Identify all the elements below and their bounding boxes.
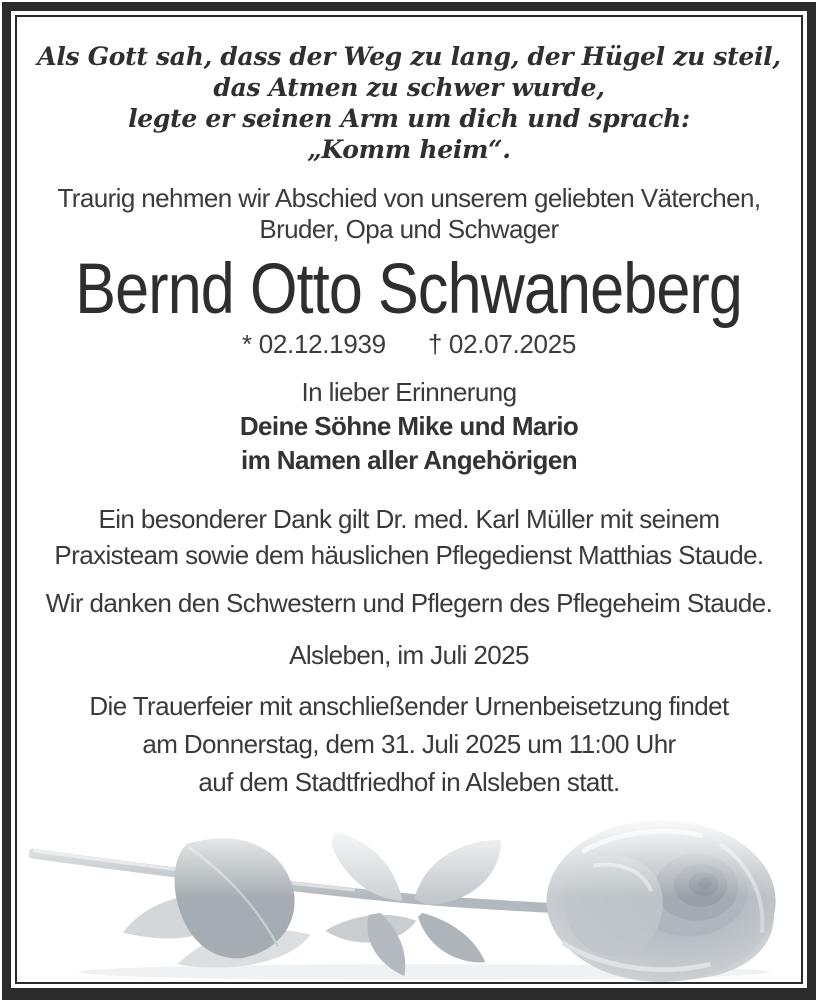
- birth-date: * 02.12.1939: [241, 329, 386, 359]
- obituary-inner-border: [15, 15, 803, 984]
- life-dates: [242, 329, 576, 359]
- mourners-line: im Namen aller Angehörigen: [241, 445, 577, 475]
- deceased-name: Bernd Otto Schwaneberg: [75, 250, 743, 329]
- remembrance-block: [240, 375, 578, 477]
- obituary-frame: [2, 2, 816, 1000]
- poem-line: legte er seinen Arm um dich und sprach:: [128, 104, 690, 133]
- thanks-line: Ein besonderer Dank gilt Dr. med. Karl Müller mit seinem: [98, 504, 720, 534]
- intro-line: Traurig nehmen wir Abschied von unserem geliebten Väterchen,: [57, 183, 761, 213]
- thanks-paragraph-doctor: [54, 501, 763, 573]
- poem-line: Als Gott sah, dass der Weg zu lang, der Hügel zu steil,: [37, 42, 781, 71]
- opening-poem: [37, 41, 781, 165]
- funeral-info: [89, 687, 728, 801]
- death-date: † 02.07.2025: [427, 329, 577, 359]
- poem-line: „Komm heim“.: [307, 135, 511, 164]
- intro-line: Bruder, Opa und Schwager: [259, 214, 559, 244]
- funeral-line: Die Trauerfeier mit anschließender Urnenbeisetzung findet: [89, 691, 729, 721]
- thanks-paragraph-nurses: Wir danken den Schwestern und Pflegern des Pflegeheim Staude.: [45, 588, 773, 618]
- thanks-line: Praxisteam sowie dem häuslichen Pflegedienst Matthias Staude.: [54, 540, 764, 570]
- intro-text: [57, 183, 760, 245]
- rose-illustration: [29, 812, 789, 982]
- poem-line: das Atmen zu schwer wurde,: [213, 73, 605, 102]
- mourners-line: Deine Söhne Mike und Mario: [239, 411, 579, 441]
- remembrance-heading: In lieber Erinnerung: [301, 377, 517, 407]
- place-and-date: Alsleben, im Juli 2025: [289, 640, 529, 670]
- rose-photo: [29, 812, 789, 982]
- funeral-line: am Donnerstag, dem 31. Juli 2025 um 11:00 Uhr: [142, 729, 676, 759]
- funeral-line: auf dem Stadtfriedhof in Alsleben statt.: [198, 767, 620, 797]
